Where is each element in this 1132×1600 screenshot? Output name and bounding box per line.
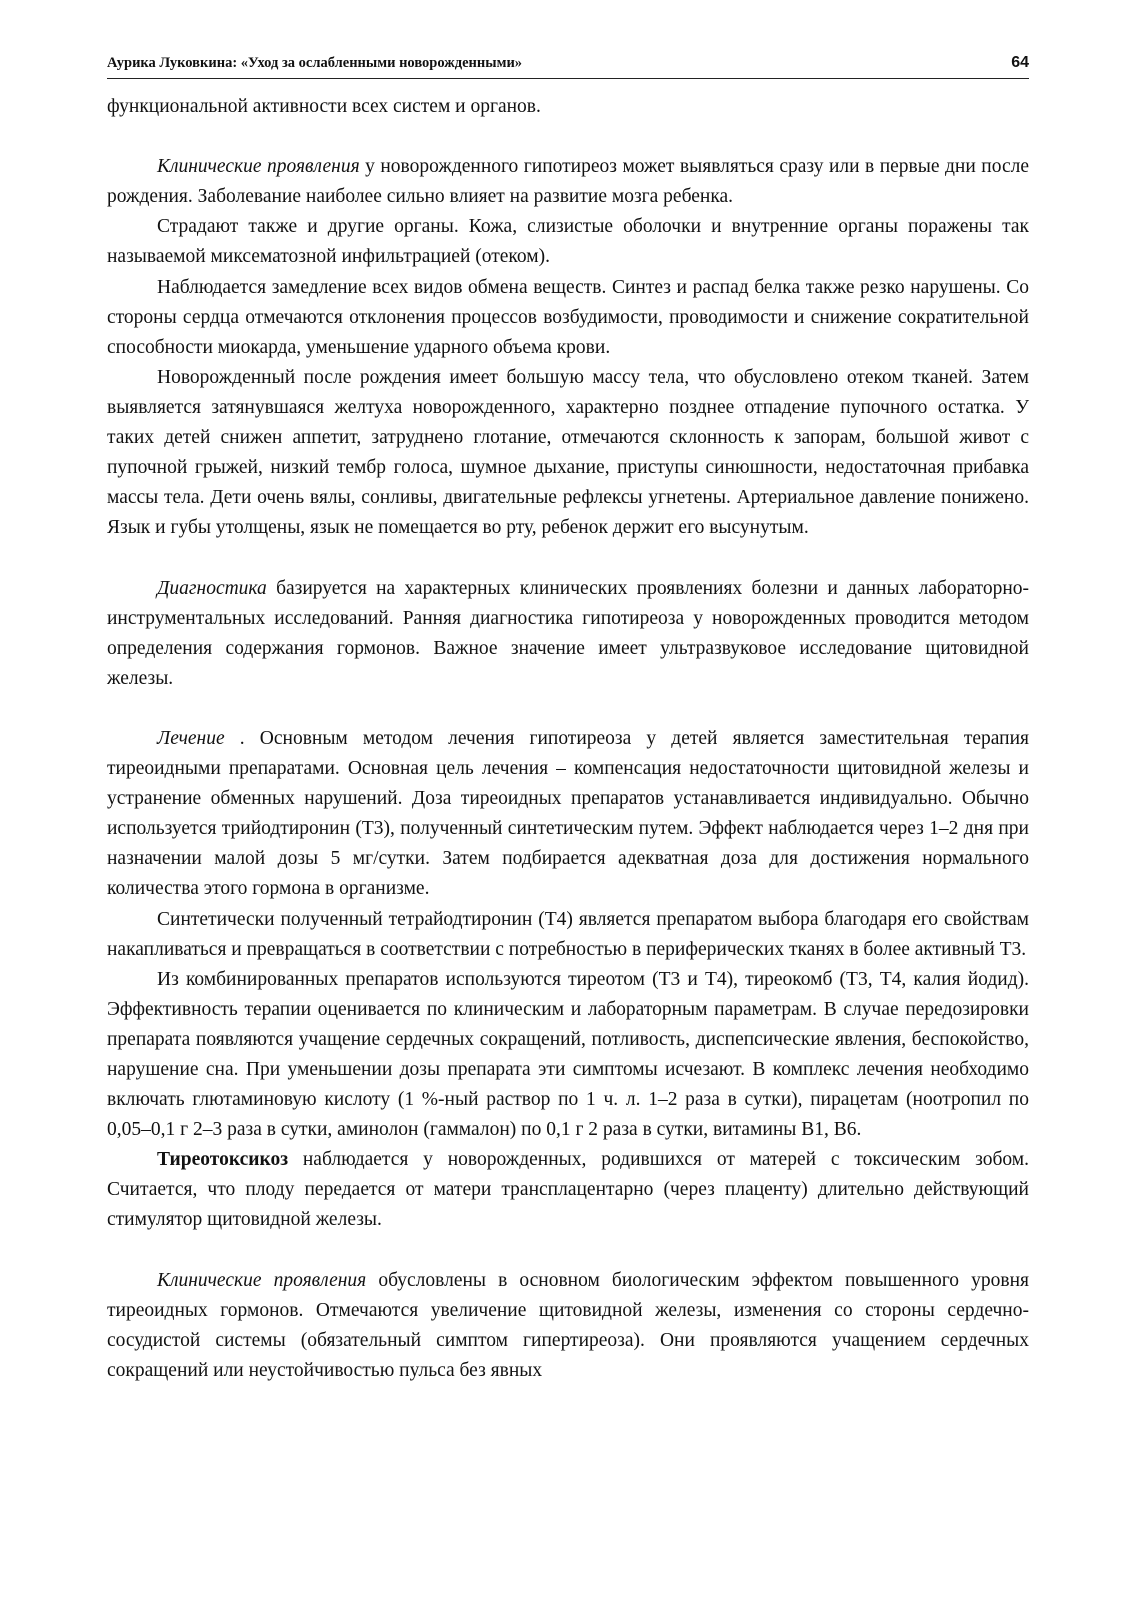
- section-lead: Диагностика: [157, 577, 267, 599]
- section-lead: Клинические проявления: [157, 156, 360, 178]
- header-title: Аурика Луковкина: «Уход за ослабленными новорожденными»: [107, 55, 523, 71]
- paragraph: Клинические проявления обусловлены в основном биологическим эффектом повышенного уровня тиреоидных гормонов. Отмечаются увеличение щитовидной железы, изменения со стороны сердечно-сосудистой системы (обязательный симптом гипертиреоза). Они проявляются учащением сердечных сокращений или неустойчивостью пульса без явных: [107, 1269, 1029, 1381]
- body-text: [107, 92, 1029, 1386]
- page-number: 64: [1011, 54, 1029, 71]
- paragraph: Синтетически полученный тетрайодтиронин (Т4) является препаратом выбора благодаря его свойствам накапливаться и превращаться в соответствии с потребностью в периферических тканях в более активный Т3.: [107, 908, 1029, 960]
- paragraph: Новорожденный после рождения имеет большую массу тела, что обусловлено отеком тканей. Затем выявляется затянувшаяся желтуха новорожденного, характерно позднее отпадение пупочного остатка. У таких детей снижен аппетит, затруднено глотание, отмечаются склонность к запорам, большой живот с пупочной грыжей, низкий тембр голоса, шумное дыхание, приступы синюшности, недостаточная прибавка массы тела. Дети очень вялы, сонливы, двигательные рефлексы угнетены. Артериальное давление понижено. Язык и губы утолщены, язык не помещается во рту, ребенок держит его высунутым.: [107, 366, 1029, 539]
- section-lead: Клинические проявления: [157, 1269, 367, 1291]
- paragraph: Лечение . Основным методом лечения гипотиреоза у детей является заместительная терапия тиреоидными препаратами. Основная цель лечения – компенсация недостаточности щитовидной железы и устранение обменных нарушений. Доза тиреоидных препаратов устанавливается индивидуально. Обычно используется трийодтиронин (Т3), полученный синтетическим путем. Эффект наблюдается через 1–2 дня при назначении малой дозы 5 мг/сутки. Затем подбирается адекватная доза для достижения нормального количества этого гормона в организме.: [107, 727, 1029, 900]
- paragraph: Клинические проявления у новорожденного гипотиреоз может выявляться сразу или в первые дни после рождения. Заболевание наиболее сильно влияет на развитие мозга ребенка.: [107, 156, 1029, 208]
- paragraph: Страдают также и другие органы. Кожа, слизистые оболочки и внутренние органы поражены так называемой миксематозной инфильтрацией (отеком).: [107, 216, 1029, 268]
- paragraph: Из комбинированных препаратов используются тиреотом (Т3 и Т4), тиреокомб (Т3, Т4, калия йодид). Эффективность терапии оценивается по клиническим и лабораторным параметрам. В случае передозировки препарата появляются учащение сердечных сокращений, потливость, диспепсические явления, беспокойство, нарушение сна. При уменьшении дозы препарата эти симптомы исчезают. В комплекс лечения необходимо включать глютаминовую кислоту (1 %-ный раствор по 1 ч. л. 1–2 раза в сутки), пирацетам (ноотропил по 0,05–0,1 г 2–3 раза в сутки, аминолон (гаммалон) по 0,1 г 2 раза в сутки, витамины B1, B6.: [107, 968, 1029, 1141]
- section-lead: Лечение: [157, 727, 225, 749]
- running-header: [107, 50, 1029, 79]
- paragraph: функциональной активности всех систем и органов.: [107, 96, 541, 117]
- paragraph: Тиреотоксикоз наблюдается у новорожденных, родившихся от матерей с токсическим зобом. Считается, что плоду передается от матери трансплацентарно (через плаценту) длительно действующий стимулятор щитовидной железы.: [107, 1149, 1029, 1231]
- paragraph: Наблюдается замедление всех видов обмена веществ. Синтез и распад белка также резко нарушены. Со стороны сердца отмечаются отклонения процессов возбудимости, проводимости и снижение сократительной способности миокарда, уменьшение ударного объема крови.: [107, 276, 1029, 358]
- paragraph: Диагностика базируется на характерных клинических проявлениях болезни и данных лабораторно-инструментальных исследований. Ранняя диагностика гипотиреоза у новорожденных проводится методом определения содержания гормонов. Важное значение имеет ультразвуковое исследование щитовидной железы.: [107, 577, 1029, 689]
- term-heading: Тиреотоксикоз: [157, 1149, 289, 1171]
